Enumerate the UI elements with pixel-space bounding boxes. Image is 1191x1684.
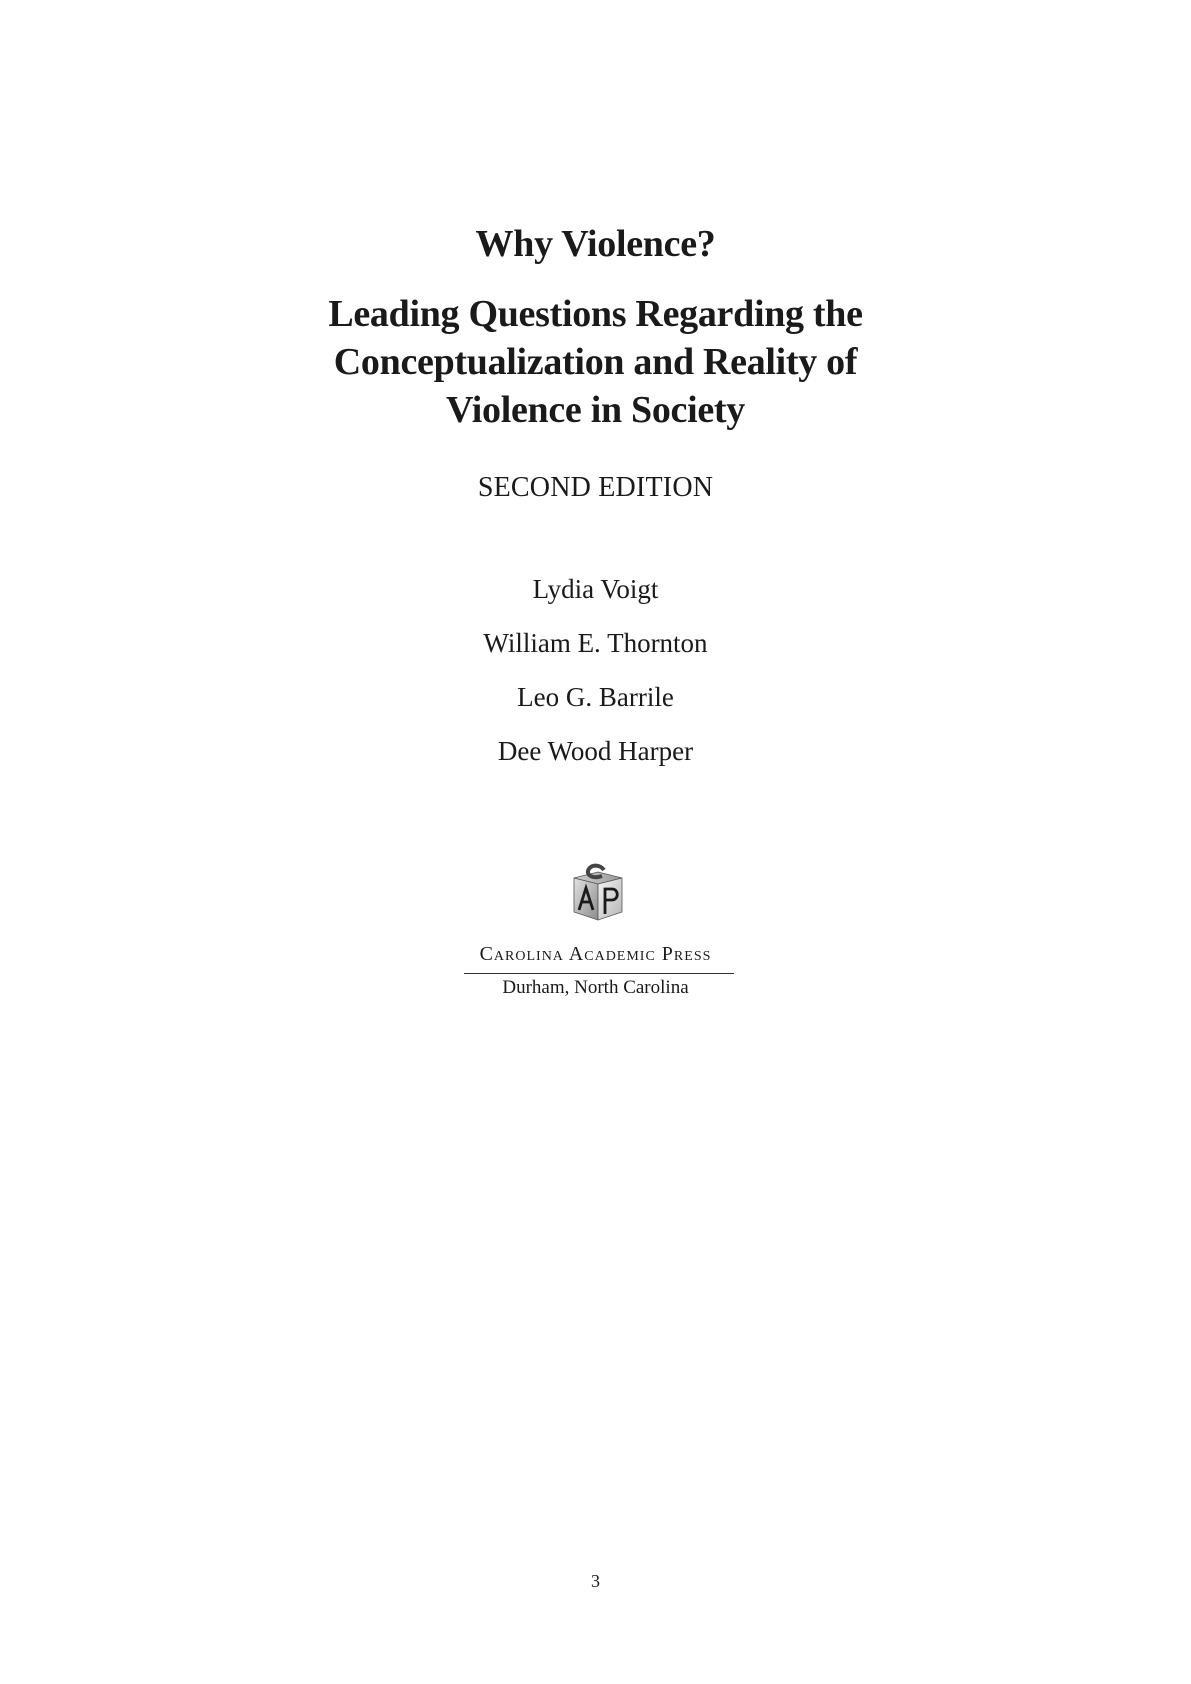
- edition-label: SECOND EDITION: [477, 472, 714, 503]
- book-title: Why Violence?: [475, 223, 716, 265]
- publisher-location: Durham, North Carolina: [502, 977, 689, 998]
- author-list: [0, 562, 1191, 778]
- subtitle-line: Leading Questions Regarding the: [328, 293, 863, 335]
- subtitle-line: Conceptualization and Reality of: [333, 341, 858, 383]
- subtitle-line: Violence in Society: [446, 389, 745, 431]
- publisher-name: Carolina Academic Press: [479, 943, 712, 965]
- author-name: Leo G. Barrile: [517, 682, 674, 712]
- author-name: Lydia Voigt: [532, 574, 659, 604]
- author-name: William E. Thornton: [483, 628, 708, 658]
- author-name: Dee Wood Harper: [497, 736, 694, 766]
- page-number: 3: [591, 1571, 600, 1591]
- book-subtitle: [0, 290, 1191, 434]
- publisher-divider: [464, 973, 734, 974]
- cap-logo-icon: [568, 862, 628, 924]
